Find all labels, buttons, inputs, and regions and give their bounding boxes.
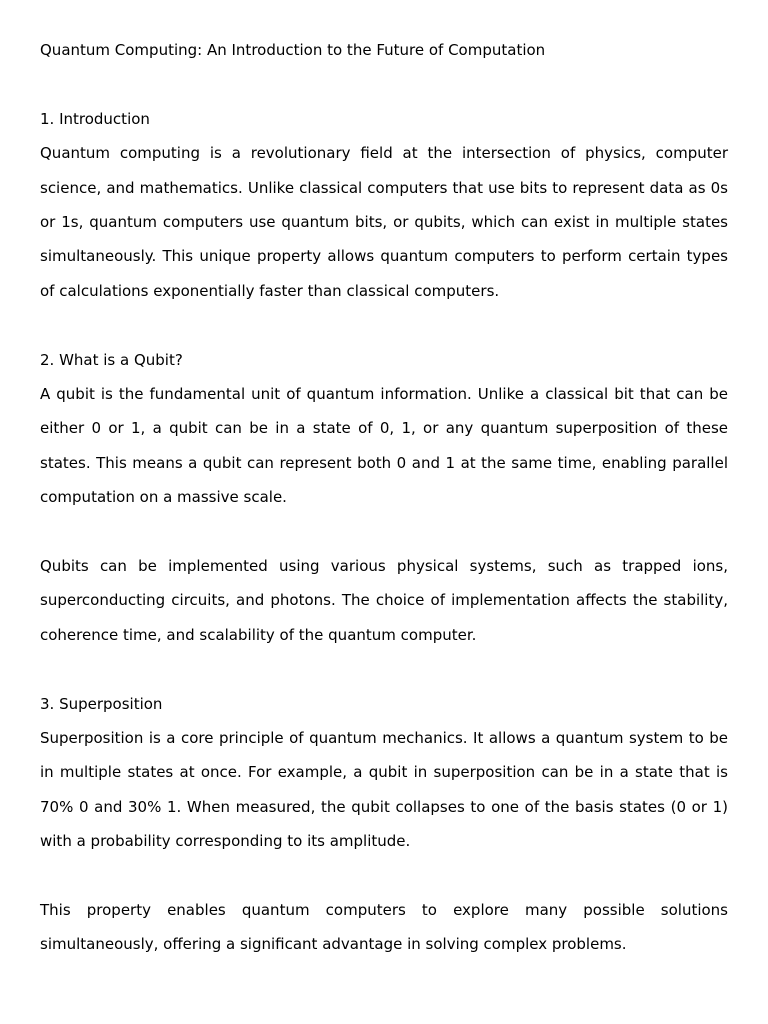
paragraph: A qubit is the fundamental unit of quantum information. Unlike a classical bit that can be either 0 or 1, a qubit can be in a state of 0, 1, or any quantum superposition of these states. This means a qubit can represent both 0 and 1 at the same time, enabling parallel computation on a massive scale. xyxy=(40,385,728,507)
paragraph: This property enables quantum computers to explore many possible solutions simultaneously, offering a significant advantage in solving complex problems. xyxy=(40,901,728,954)
paragraph: Superposition is a core principle of quantum mechanics. It allows a quantum system to be in multiple states at once. For example, a qubit in superposition can be in a state that is 70% 0 and 30% 1. When measured, the qubit collapses to one of the basis states (0 or 1) with a probability corresponding to its amplitude. xyxy=(40,729,728,851)
document-title: Quantum Computing: An Introduction to the Future of Computation xyxy=(40,41,546,59)
paragraph: Quantum computing is a revolutionary field at the intersection of physics, computer science, and mathematics. Unlike classical computers that use bits to represent data as 0s or 1s, quantum computers use quantum bits, or qubits, which can exist in multiple states simultaneously. This unique property allows quantum computers to perform certain types of calculations exponentially faster than classical computers. xyxy=(40,144,728,300)
section-heading: 1. Introduction xyxy=(40,109,150,128)
spacer xyxy=(40,515,728,549)
section-heading: 3. Superposition xyxy=(40,694,163,713)
spacer xyxy=(40,652,728,686)
section-what-is-a-qubit xyxy=(40,343,728,653)
spacer xyxy=(40,859,728,893)
section-heading: 2. What is a Qubit? xyxy=(40,350,183,369)
document-page xyxy=(40,0,728,962)
spacer xyxy=(40,67,728,101)
section-introduction xyxy=(40,102,728,308)
spacer xyxy=(40,308,728,342)
paragraph: Qubits can be implemented using various physical systems, such as trapped ions, superconducting circuits, and photons. The choice of implementation affects the stability, coherence time, and scalability of the quantum computer. xyxy=(40,557,728,644)
section-superposition xyxy=(40,687,728,962)
